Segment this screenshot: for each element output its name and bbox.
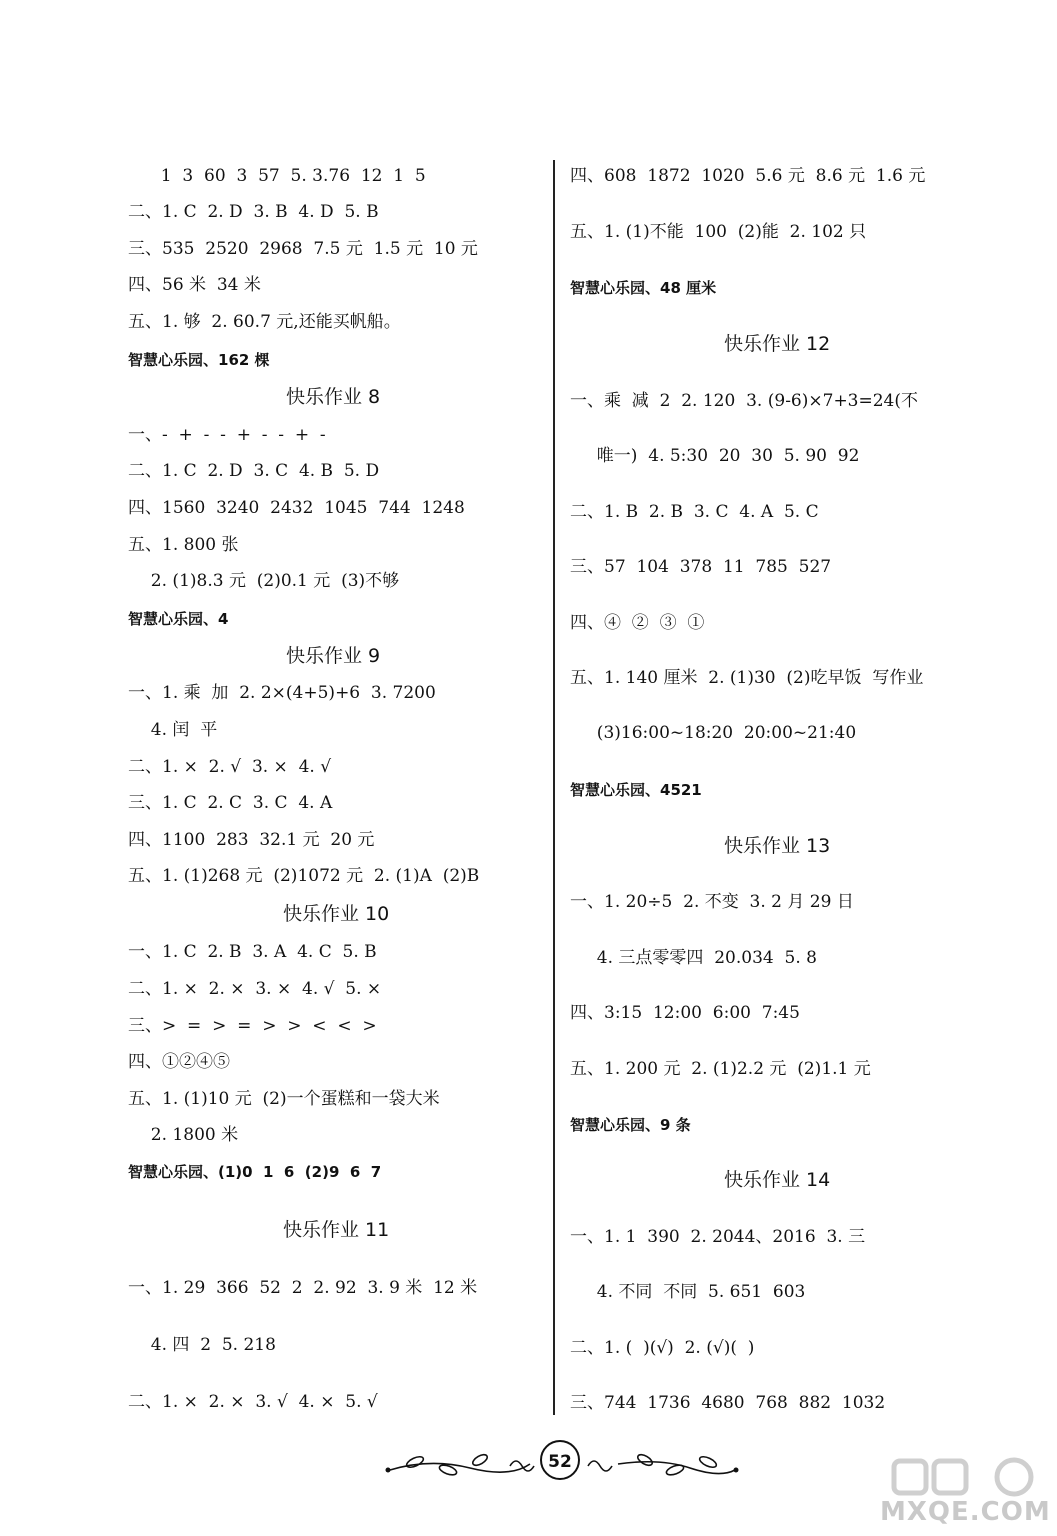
section-heading: 快乐作业 14 [724, 1169, 831, 1191]
section-heading: 快乐作业 13 [724, 835, 831, 857]
section-heading: 快乐作业 12 [724, 333, 831, 355]
answer-line: (3)16:00~18:20 20:00~21:40 [586, 723, 857, 743]
answer-line: 五、1. (1)268 元 (2)1072 元 2. (1)A (2)B [128, 866, 480, 886]
bonus-answer: 智慧心乐园、162 棵 [128, 351, 270, 369]
page-number: 52 [540, 1440, 580, 1480]
column-divider [553, 160, 555, 1415]
bonus-answer: 智慧心乐园、48 厘米 [570, 279, 717, 297]
page-footer [370, 1440, 750, 1480]
section-heading: 快乐作业 8 [286, 386, 381, 408]
answer-line: 4. 闰 平 [140, 720, 218, 740]
bonus-answer: 智慧心乐园、(1)0 1 6 (2)9 6 7 [128, 1163, 382, 1181]
answer-line: 四、608 1872 1020 5.6 元 8.6 元 1.6 元 [570, 166, 926, 186]
answer-line: 四、3:15 12:00 6:00 7:45 [570, 1003, 800, 1023]
answer-line: 2. (1)8.3 元 (2)0.1 元 (3)不够 [140, 571, 400, 591]
answer-line: 一、1. C 2. B 3. A 4. C 5. B [128, 942, 377, 962]
answer-line: 二、1. × 2. √ 3. × 4. √ [128, 757, 332, 777]
answer-line: 1 3 60 3 57 5. 3.76 12 1 5 [150, 166, 426, 186]
section-heading: 快乐作业 10 [283, 903, 390, 925]
answer-line: 二、1. ( )(√) 2. (√)( ) [570, 1338, 755, 1358]
answer-line: 4. 三点零零四 20.034 5. 8 [586, 948, 817, 968]
answer-line: 二、1. × 2. × 3. √ 4. × 5. √ [128, 1392, 378, 1412]
answer-line: 唯一) 4. 5:30 20 30 5. 90 92 [586, 446, 860, 466]
answer-line: 一、乘 减 2 2. 120 3. (9-6)×7+3=24(不 [570, 391, 919, 411]
watermark-text: MXQE.COM [880, 1497, 1051, 1527]
answer-line: 四、1560 3240 2432 1045 744 1248 [128, 498, 465, 518]
answer-line: 4. 不同 不同 5. 651 603 [586, 1282, 806, 1302]
answer-line: 三、57 104 378 11 785 527 [570, 557, 832, 577]
answer-line: 二、1. C 2. D 3. B 4. D 5. B [128, 202, 379, 222]
answer-line: 一、1. 乘 加 2. 2×(4+5)+6 3. 7200 [128, 683, 436, 703]
answer-line: 五、1. 140 厘米 2. (1)30 (2)吃早饭 写作业 [570, 668, 924, 688]
answer-line: 四、①②④⑤ [128, 1052, 230, 1072]
answer-line: 二、1. B 2. B 3. C 4. A 5. C [570, 502, 819, 522]
answer-line: 二、1. C 2. D 3. C 4. B 5. D [128, 461, 380, 481]
answer-line: 五、1. (1)不能 100 (2)能 2. 102 只 [570, 222, 867, 242]
answer-line: 三、744 1736 4680 768 882 1032 [570, 1393, 886, 1413]
answer-line: 三、1. C 2. C 3. C 4. A [128, 793, 333, 813]
answer-line: 四、1100 283 32.1 元 20 元 [128, 830, 375, 850]
answer-line: 一、1. 20÷5 2. 不变 3. 2 月 29 日 [570, 892, 854, 912]
answer-line: 一、- + - - + - - + - [128, 425, 326, 445]
answer-line: 2. 1800 米 [140, 1125, 239, 1145]
answer-line: 三、535 2520 2968 7.5 元 1.5 元 10 元 [128, 239, 478, 259]
section-heading: 快乐作业 11 [283, 1219, 390, 1241]
bonus-answer: 智慧心乐园、9 条 [570, 1116, 691, 1134]
answer-line: 五、1. 200 元 2. (1)2.2 元 (2)1.1 元 [570, 1059, 871, 1079]
answer-line: 四、④ ② ③ ① [570, 613, 705, 633]
answer-line: 四、56 米 34 米 [128, 275, 261, 295]
watermark-logo-icon [890, 1455, 1057, 1500]
answer-line: 4. 四 2 5. 218 [140, 1335, 276, 1355]
answer-line: 一、1. 1 390 2. 2044、2016 3. 三 [570, 1227, 866, 1247]
answer-line: 五、1. (1)10 元 (2)一个蛋糕和一袋大米 [128, 1089, 440, 1109]
watermark [880, 1455, 1050, 1530]
answer-line: 一、1. 29 366 52 2 2. 92 3. 9 米 12 米 [128, 1278, 478, 1298]
answer-line: 五、1. 800 张 [128, 535, 239, 555]
answer-line: 二、1. × 2. × 3. × 4. √ 5. × [128, 979, 382, 999]
answer-line: 五、1. 够 2. 60.7 元,还能买帆船。 [128, 312, 401, 332]
section-heading: 快乐作业 9 [286, 645, 381, 667]
bonus-answer: 智慧心乐园、4521 [570, 781, 702, 799]
bonus-answer: 智慧心乐园、4 [128, 610, 229, 628]
answer-line: 三、> = > = > > < < > [128, 1016, 377, 1036]
